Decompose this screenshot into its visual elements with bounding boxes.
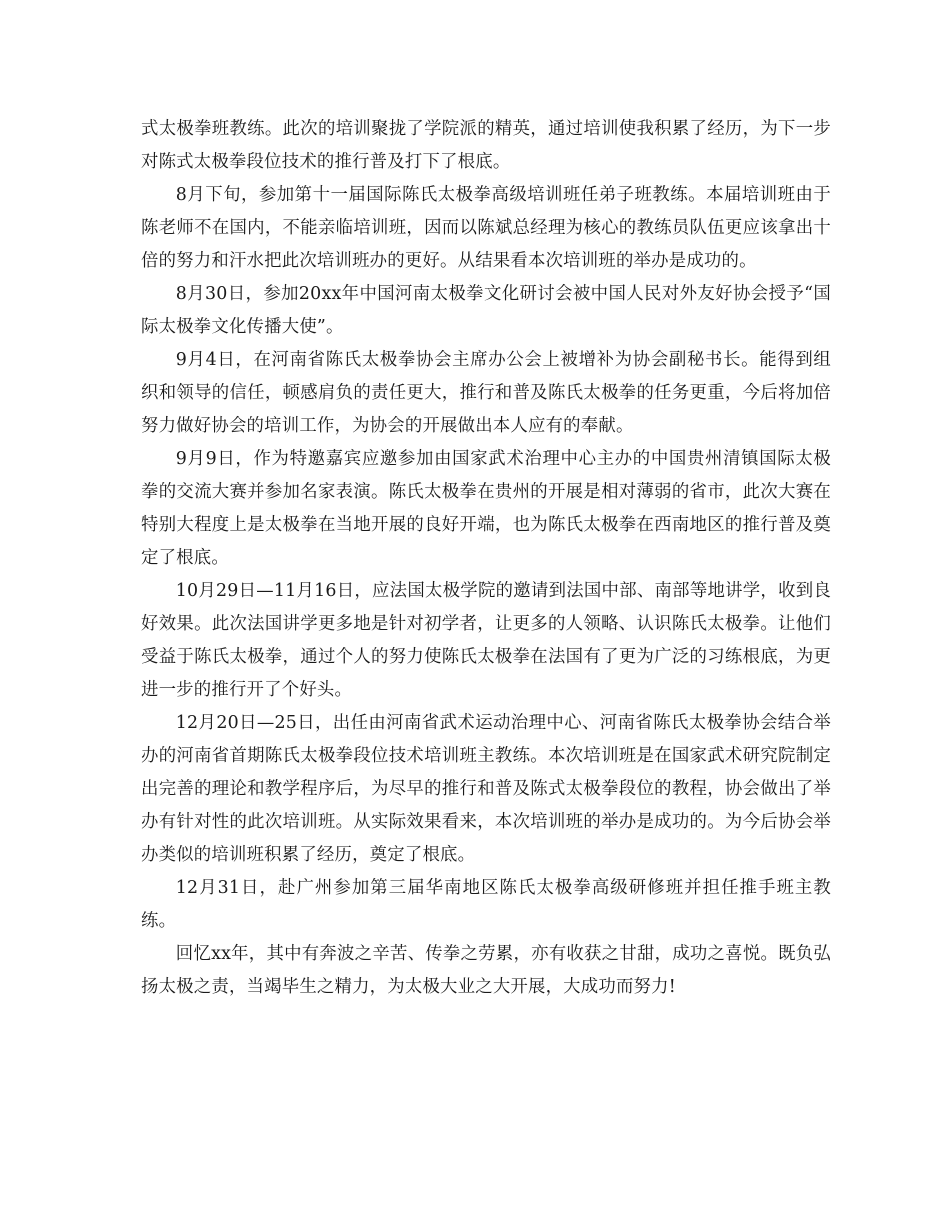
paragraph-august-late: 8月下旬，参加第十一届国际陈氏太极拳高级培训班任弟子班教练。本届培训班由于陈老师不在国内，不能亲临培训班，因而以陈斌总经理为核心的教练员队伍更应该拿出十倍的努力和汗水把此次培训班办的更好。从结果看本次培训班的举办是成功的。 <box>141 185 831 271</box>
document-body <box>141 113 831 1004</box>
paragraph-december-20: 12月20日—25日，出任由河南省武术运动治理中心、河南省陈氏太极拳协会结合举办的河南省首期陈氏太极拳段位技术培训班主教练。本次培训班是在国家武术研究院制定出完善的理论和教学程序后，为尽早的推行和普及陈式太极拳段位的教程，协会做出了举办有针对性的此次培训班。从实际效果看来，本次培训班的举办是成功的。为今后协会举办类似的培训班积累了经历，奠定了根底。 <box>141 713 831 865</box>
paragraph-continuation: 式太极拳班教练。此次的培训聚拢了学院派的精英，通过培训使我积累了经历，为下一步对陈式太极拳段位技术的推行普及打下了根底。 <box>141 119 831 172</box>
paragraph-august-30: 8月30日，参加20xx年中国河南太极拳文化研讨会被中国人民对外友好协会授予“国际太极拳文化传播大使”。 <box>141 284 831 337</box>
paragraph-december-31: 12月31日，赴广州参加第三届华南地区陈氏太极拳高级研修班并担任推手班主教练。 <box>141 878 831 931</box>
paragraph-conclusion: 回忆xx年，其中有奔波之辛苦、传拳之劳累，亦有收获之甘甜，成功之喜悦。既负弘扬太极之责，当竭毕生之精力，为太极大业之大开展，大成功而努力! <box>141 944 831 997</box>
paragraph-september-4: 9月4日，在河南省陈氏太极拳协会主席办公会上被增补为协会副秘书长。能得到组织和领导的信任，顿感肩负的责任更大，推行和普及陈氏太极拳的任务更重，今后将加倍努力做好协会的培训工作，为协会的开展做出本人应有的奉献。 <box>141 350 831 436</box>
paragraph-september-9: 9月9日，作为特邀嘉宾应邀参加由国家武术治理中心主办的中国贵州清镇国际太极拳的交流大赛并参加名家表演。陈氏太极拳在贵州的开展是相对薄弱的省市，此次大赛在特别大程度上是太极拳在当地开展的良好开端，也为陈氏太极拳在西南地区的推行普及奠定了根底。 <box>141 449 831 568</box>
paragraph-october-november: 10月29日—11月16日，应法国太极学院的邀请到法国中部、南部等地讲学，收到良好效果。此次法国讲学更多地是针对初学者，让更多的人领略、认识陈氏太极拳。让他们受益于陈氏太极拳，通过个人的努力使陈氏太极拳在法国有了更为广泛的习练根底，为更进一步的推行开了个好头。 <box>141 581 831 700</box>
